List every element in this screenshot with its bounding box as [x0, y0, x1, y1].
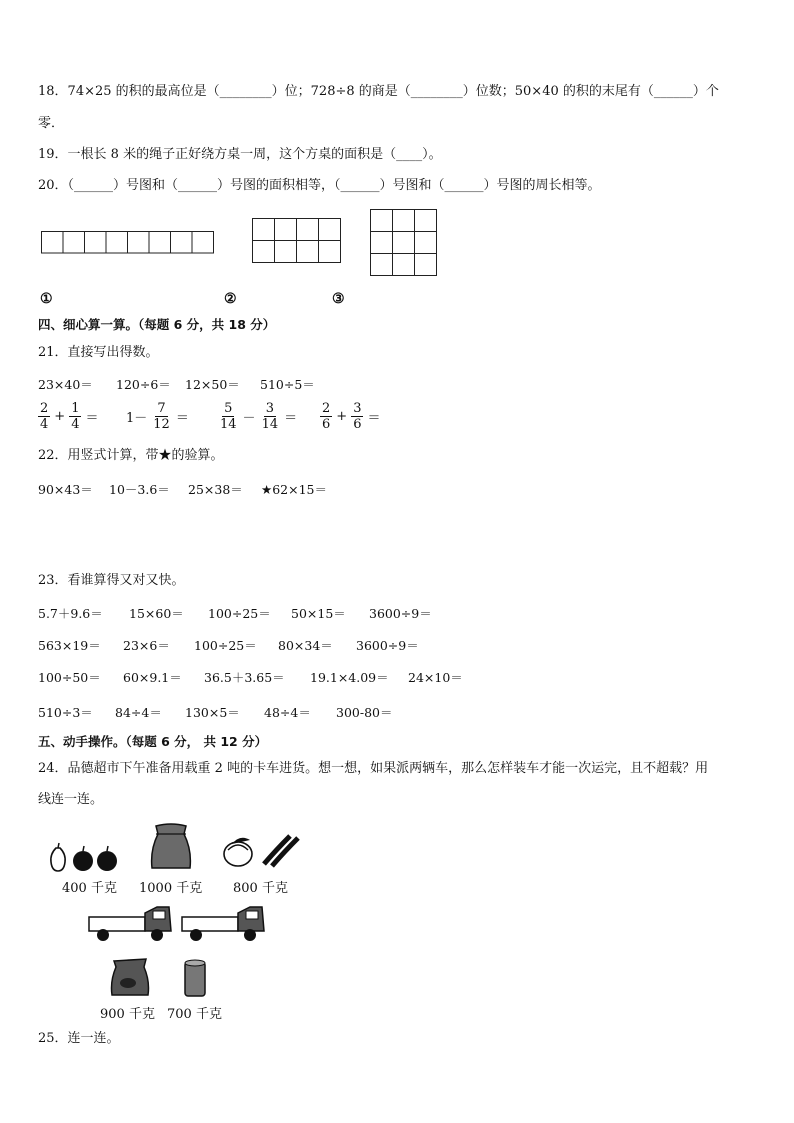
q23-item: 130×5＝: [185, 705, 240, 720]
denominator: 6: [322, 417, 331, 432]
grid-cell: [85, 232, 107, 254]
denominator: 14: [220, 417, 237, 432]
grid-cell: [42, 232, 64, 254]
goods-weight-label: 800 千克: [233, 881, 288, 896]
q23-item: 84÷4＝: [115, 705, 162, 720]
grid-cell: [192, 232, 214, 254]
operator: －: [242, 411, 256, 426]
q21-item: 120÷6＝: [116, 377, 171, 392]
q23-item: 100÷25＝: [194, 638, 257, 653]
grid-cell: [297, 219, 319, 241]
equals: ＝: [367, 411, 381, 426]
q23-item: 510÷3＝: [38, 705, 93, 720]
truck-icon: [87, 903, 173, 945]
figure-3-label: ③: [332, 291, 345, 307]
goods-weight-label: 900 千克: [100, 1007, 155, 1022]
goods-weight-label: 700 千克: [167, 1007, 222, 1022]
q18-line1: 18．74×25 的积的最高位是（________）位；728÷8 的商是（________）位数；50×40 的积的末尾有（______）个: [38, 84, 719, 99]
q23-item: 23×6＝: [123, 638, 170, 653]
figure-2-grid: [252, 218, 342, 266]
grid-cell: [415, 232, 437, 254]
q23-item: 100÷50＝: [38, 670, 101, 685]
q23-item: 15×60＝: [129, 606, 184, 621]
grid-cell: [415, 254, 437, 276]
numerator: 7: [157, 401, 166, 416]
q23-item: 80×34＝: [278, 638, 333, 653]
q22-item: 90×43＝: [38, 482, 93, 497]
vegetables-icon: [220, 830, 302, 870]
section-5-heading: 五、动手操作。（每题 6 分， 共 12 分）: [38, 734, 268, 749]
section-4-heading: 四、细心算一算。（每题 6 分，共 18 分）: [38, 317, 276, 332]
q23-item: 60×9.1＝: [123, 670, 182, 685]
grid-cell: [253, 241, 275, 263]
q20: 20．（______）号图和（______）号图的面积相等，（______）号图和（______）号图的周长相等。: [38, 178, 601, 193]
q21-title: 21．直接写出得数。: [38, 345, 159, 360]
fruit-icon: [46, 840, 120, 874]
grid-cell: [275, 241, 297, 263]
q22-item: 10－3.6＝: [109, 482, 170, 497]
numerator: 3: [265, 401, 274, 416]
q23-item: 50×15＝: [291, 606, 346, 621]
q21-fraction-1: [38, 401, 102, 432]
q23-item: 300-80＝: [336, 705, 393, 720]
q21-fraction-3: [218, 401, 301, 432]
denominator: 4: [40, 417, 49, 432]
q22-item: ★62×15＝: [261, 482, 327, 497]
q23-item: 563×19＝: [38, 638, 101, 653]
minuend: 1－: [126, 411, 148, 426]
grid-cell: [371, 232, 393, 254]
denominator: 12: [153, 417, 170, 432]
grid-cell: [393, 210, 415, 232]
q23-item: 24×10＝: [408, 670, 463, 685]
q21-item: 510÷5＝: [260, 377, 315, 392]
equals: ＝: [284, 411, 298, 426]
q18-line2: 零．: [38, 116, 65, 131]
equals: ＝: [175, 411, 189, 426]
grid-cell: [63, 232, 85, 254]
q25: 25．连一连。: [38, 1031, 120, 1046]
operator: +: [336, 409, 348, 424]
grid-cell: [253, 219, 275, 241]
denominator: 14: [261, 417, 279, 432]
grid-cell: [415, 210, 437, 232]
numerator: 3: [353, 401, 362, 416]
denominator: 4: [71, 417, 80, 432]
sack-icon: [108, 955, 152, 999]
figure-3-grid: [370, 209, 438, 277]
q23-item: 100÷25＝: [208, 606, 271, 621]
grid-cell: [371, 210, 393, 232]
q21-fraction-4: [320, 401, 384, 432]
q21-item: 23×40＝: [38, 377, 93, 392]
figure-1-grid: [41, 231, 215, 255]
q24-line2: 线连一连。: [38, 792, 104, 807]
q23-item: 3600÷9＝: [356, 638, 419, 653]
goods-weight-label: 400 千克: [62, 881, 117, 896]
barrel-icon: [182, 958, 208, 998]
flour-sack-icon: [148, 822, 194, 872]
operator: +: [54, 409, 66, 424]
q23-item: 19.1×4.09＝: [310, 670, 389, 685]
q23-item: 3600÷9＝: [369, 606, 432, 621]
grid-cell: [171, 232, 193, 254]
q19: 19．一根长 8 米的绳子正好绕方桌一周，这个方桌的面积是（____）。: [38, 147, 442, 162]
numerator: 1: [71, 401, 80, 416]
q22-item: 25×38＝: [188, 482, 243, 497]
grid-cell: [275, 219, 297, 241]
grid-cell: [393, 232, 415, 254]
numerator: 5: [224, 401, 233, 416]
grid-cell: [106, 232, 128, 254]
grid-cell: [319, 241, 341, 263]
truck-icon: [180, 903, 266, 945]
q22-title: 22．用竖式计算，带★的验算。: [38, 448, 224, 463]
grid-cell: [128, 232, 150, 254]
numerator: 2: [322, 401, 331, 416]
grid-cell: [149, 232, 171, 254]
figure-2-label: ②: [224, 291, 237, 307]
numerator: 2: [40, 401, 49, 416]
q23-item: 48÷4＝: [264, 705, 311, 720]
denominator: 6: [353, 417, 362, 432]
grid-cell: [393, 254, 415, 276]
q21-fraction-2: [126, 401, 193, 432]
q23-title: 23．看谁算得又对又快。: [38, 573, 185, 588]
grid-cell: [297, 241, 319, 263]
q21-item: 12×50＝: [185, 377, 240, 392]
equals: ＝: [85, 411, 99, 426]
goods-weight-label: 1000 千克: [139, 881, 203, 896]
q24-line1: 24．品德超市下午准备用载重 2 吨的卡车进货。想一想，如果派两辆车，那么怎样装车才能一次运完，且不超载？用: [38, 761, 709, 776]
figure-1-label: ①: [40, 291, 53, 307]
grid-cell: [319, 219, 341, 241]
q23-item: 36.5＋3.65＝: [204, 670, 285, 685]
q23-item: 5.7＋9.6＝: [38, 606, 103, 621]
grid-cell: [371, 254, 393, 276]
